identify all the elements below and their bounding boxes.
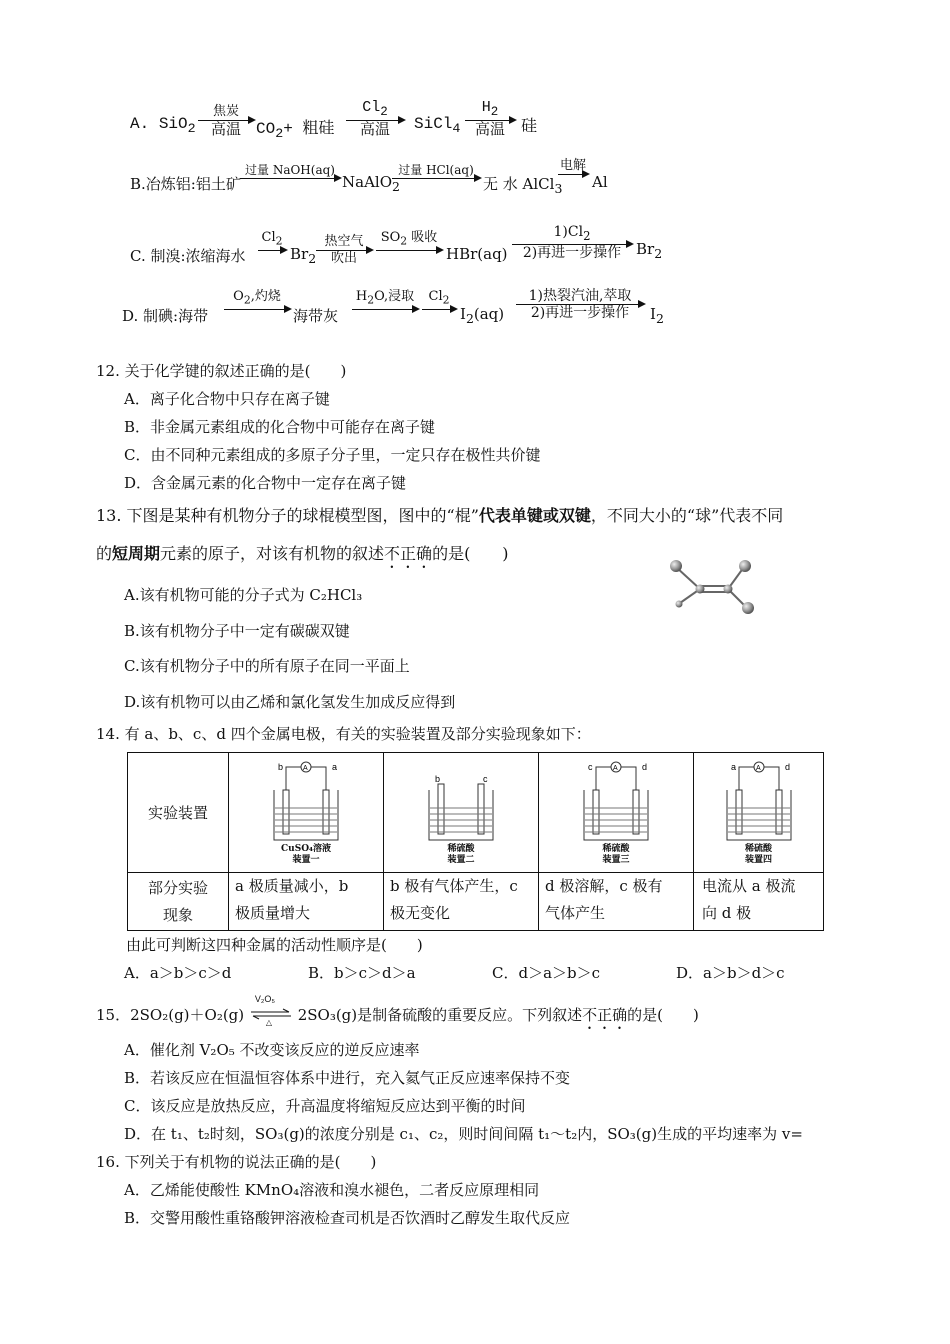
q11-option-b: B.冶炼铝:铝土矿	[130, 175, 241, 193]
q11-c-arrow-2: 热空气 吹出	[314, 234, 374, 267]
q14-conclusion: 由此可判断这四种金属的活动性顺序是( )	[126, 936, 423, 954]
q11-d-product-3: $I_2(aq)$	[460, 305, 505, 326]
q14-option-b: B．b＞c＞d＞a	[308, 964, 416, 982]
device-figure	[384, 760, 538, 866]
equilibrium-arrow-icon: V₂O₅ △	[249, 1006, 293, 1026]
q13-stem-line-2: 的短周期元素的原子，对该有机物的叙述不正确的是( )	[96, 544, 509, 563]
q11-b-product-3: 无 水 AlCl$_3$	[483, 175, 563, 196]
device-cell-4	[694, 753, 824, 873]
svg-text:c: c	[588, 761, 593, 772]
atom-ball	[676, 601, 683, 608]
table-row-label-apparatus: 实验装置	[128, 753, 229, 873]
q16-option-a: A．乙烯能使酸性 KMnO₄溶液和溴水褪色，二者反应原理相同	[124, 1181, 540, 1199]
q13-option-b: B.该有机物分子中一定有碳碳双键	[124, 622, 350, 640]
liquid-label: CuSO₄溶液	[281, 843, 331, 854]
beaker-icon	[576, 760, 656, 844]
q16-option-b: B．交警用酸性重铬酸钾溶液检查司机是否饮酒时乙醇发生取代反应	[124, 1209, 571, 1227]
device-name: 装置四	[744, 854, 772, 865]
svg-text:c: c	[483, 773, 488, 784]
q11-d-arrow-1: $O_2$,灼烧	[222, 289, 292, 310]
device-figure	[539, 760, 693, 866]
svg-text:a: a	[332, 761, 338, 772]
q12-option-a: A．离子化合物中只存在离子键	[124, 390, 330, 408]
device-name: 装置三	[602, 854, 630, 865]
q12-stem: 12. 关于化学键的叙述正确的是( )	[96, 362, 347, 380]
phenomenon-cell-1: a 极质量减小，b 极质量增大	[229, 873, 384, 931]
q11-d-product-2: 海带灰	[293, 307, 339, 325]
atom-ball	[696, 585, 705, 594]
q16-stem: 16. 下列关于有机物的说法正确的是( )	[96, 1153, 377, 1171]
q14-option-c: C．d＞a＞b＞c	[492, 964, 601, 982]
q11-d-arrow-4: 1)热裂汽油,萃取 2)再进一步操作	[514, 288, 646, 321]
q13-option-a: A.该有机物可能的分子式为 C₂HCl₃	[124, 586, 363, 604]
q11-c-product-2: $Br_2$	[290, 245, 317, 266]
atom-ball	[724, 585, 733, 594]
beaker-icon	[719, 760, 799, 844]
q11-a-product-4: 硅	[521, 116, 538, 135]
atom-ball	[739, 560, 751, 572]
atom-ball	[742, 602, 754, 614]
q11-b-arrow-3: 电解	[559, 158, 586, 173]
svg-text:b: b	[435, 773, 441, 784]
svg-text:A: A	[303, 764, 308, 772]
q11-option-c: C. 制溴:浓缩海水	[130, 247, 246, 265]
q11-a-product-2: $CO_2+$ 粗硅	[256, 120, 335, 143]
q11-d-product-4: $I_2$	[650, 305, 664, 326]
table-row-label-phenomena: 部分实验 现象	[128, 873, 229, 931]
q11-b-arrow-2: 过量 HCl(aq)	[390, 162, 482, 179]
liquid-label: 稀硫酸	[744, 843, 772, 854]
beaker-icon	[421, 760, 501, 844]
svg-text:d: d	[642, 761, 648, 772]
svg-text:a: a	[730, 761, 736, 772]
q13-stem-line-1: 13. 下图是某种有机物分子的球棍模型图，图中的“棍”代表单键或双键，不同大小的“球”代表不同	[96, 506, 784, 525]
q11-a-arrow-3: $H_2$ 高温	[464, 100, 516, 137]
q15-option-c: C．该反应是放热反应，升高温度将缩短反应达到平衡的时间	[124, 1097, 526, 1115]
liquid-label: 稀硫酸	[447, 843, 475, 854]
q11-c-product-4: $Br_2$	[636, 240, 663, 261]
svg-text:A: A	[613, 764, 618, 772]
q15-stem: 15．2SO₂(g)＋O₂(g) V₂O₅ △ 2SO₃(g)是制备硫酸的重要反应。下列叙述不正确的是( )	[96, 994, 699, 1027]
device-name: 装置一	[292, 854, 320, 865]
atom-ball	[670, 560, 682, 572]
device-figure	[694, 760, 823, 866]
q13-option-d: D.该有机物可以由乙烯和氯化氢发生加成反应得到	[124, 693, 456, 711]
q11-c-product-3: HBr(aq)	[446, 245, 508, 263]
svg-text:A: A	[755, 764, 761, 772]
beaker-icon	[266, 760, 346, 844]
q14-stem: 14. 有 a、b、c、d 四个金属电极，有关的实验装置及部分实验现象如下：	[96, 725, 591, 743]
q14-option-d: D．a＞b＞d＞c	[676, 964, 785, 982]
phenomenon-cell-3: d 极溶解，c 极有 气体产生	[539, 873, 694, 931]
device-figure	[229, 760, 383, 866]
q11-a-product-3: SiCl$_4$	[414, 115, 461, 138]
svg-text:b: b	[278, 761, 284, 772]
svg-text:d: d	[784, 761, 790, 772]
q11-option-a: A. SiO$_2$	[130, 115, 196, 138]
q11-a-arrow-1: 焦炭 高温	[197, 104, 255, 137]
device-cell-2	[384, 753, 539, 873]
q11-c-arrow-3: $SO_2$ 吸收	[374, 230, 444, 251]
q15-option-a: A．催化剂 V₂O₅ 不改变该反应的逆反应速率	[124, 1041, 420, 1059]
q11-b-product-2: NaAlO$_2$	[342, 173, 400, 194]
q11-c-arrow-4: $1)Cl_2$ 2)再进一步操作	[510, 224, 634, 261]
q12-option-b: B．非金属元素组成的化合物中可能存在离子键	[124, 418, 436, 436]
q11-d-arrow-2: $H_2O$,浸取	[350, 289, 420, 310]
q11-b-arrow-1: 过量 NaOH(aq)	[238, 162, 342, 179]
ball-stick-model-figure	[660, 555, 770, 621]
q11-c-arrow-1: $Cl_2$	[256, 230, 288, 251]
q15-option-b: B．若该反应在恒温恒容体系中进行，充入氦气正反应速率保持不变	[124, 1069, 571, 1087]
q11-option-d: D. 制碘:海带	[122, 307, 209, 325]
phenomenon-cell-4: 电流从 a 极流 向 d 极	[694, 873, 824, 931]
q11-b-product-4: Al	[592, 173, 608, 191]
q12-option-d: D．含金属元素的化合物中一定存在离子键	[124, 474, 407, 492]
q14-experiment-table	[127, 752, 824, 931]
q11-a-arrow-2: $Cl_2$ 高温	[345, 100, 405, 137]
device-name: 装置二	[447, 854, 475, 865]
q12-option-c: C．由不同种元素组成的多原子分子里，一定只存在极性共价键	[124, 446, 541, 464]
q14-option-a: A．a＞b＞c＞d	[124, 964, 232, 982]
q11-d-arrow-3: $Cl_2$	[420, 289, 458, 310]
liquid-label: 稀硫酸	[602, 843, 630, 854]
phenomenon-cell-2: b 极有气体产生，c 极无变化	[384, 873, 539, 931]
device-cell-3	[539, 753, 694, 873]
q15-option-d: D．在 t₁、t₂时刻，SO₃(g)的浓度分别是 c₁、c₂，则时间间隔 t₁～t₂内，SO₃(g)生成的平均速率为 v=	[124, 1125, 803, 1143]
q13-option-c: C.该有机物分子中的所有原子在同一平面上	[124, 657, 410, 675]
device-cell-1	[229, 753, 384, 873]
